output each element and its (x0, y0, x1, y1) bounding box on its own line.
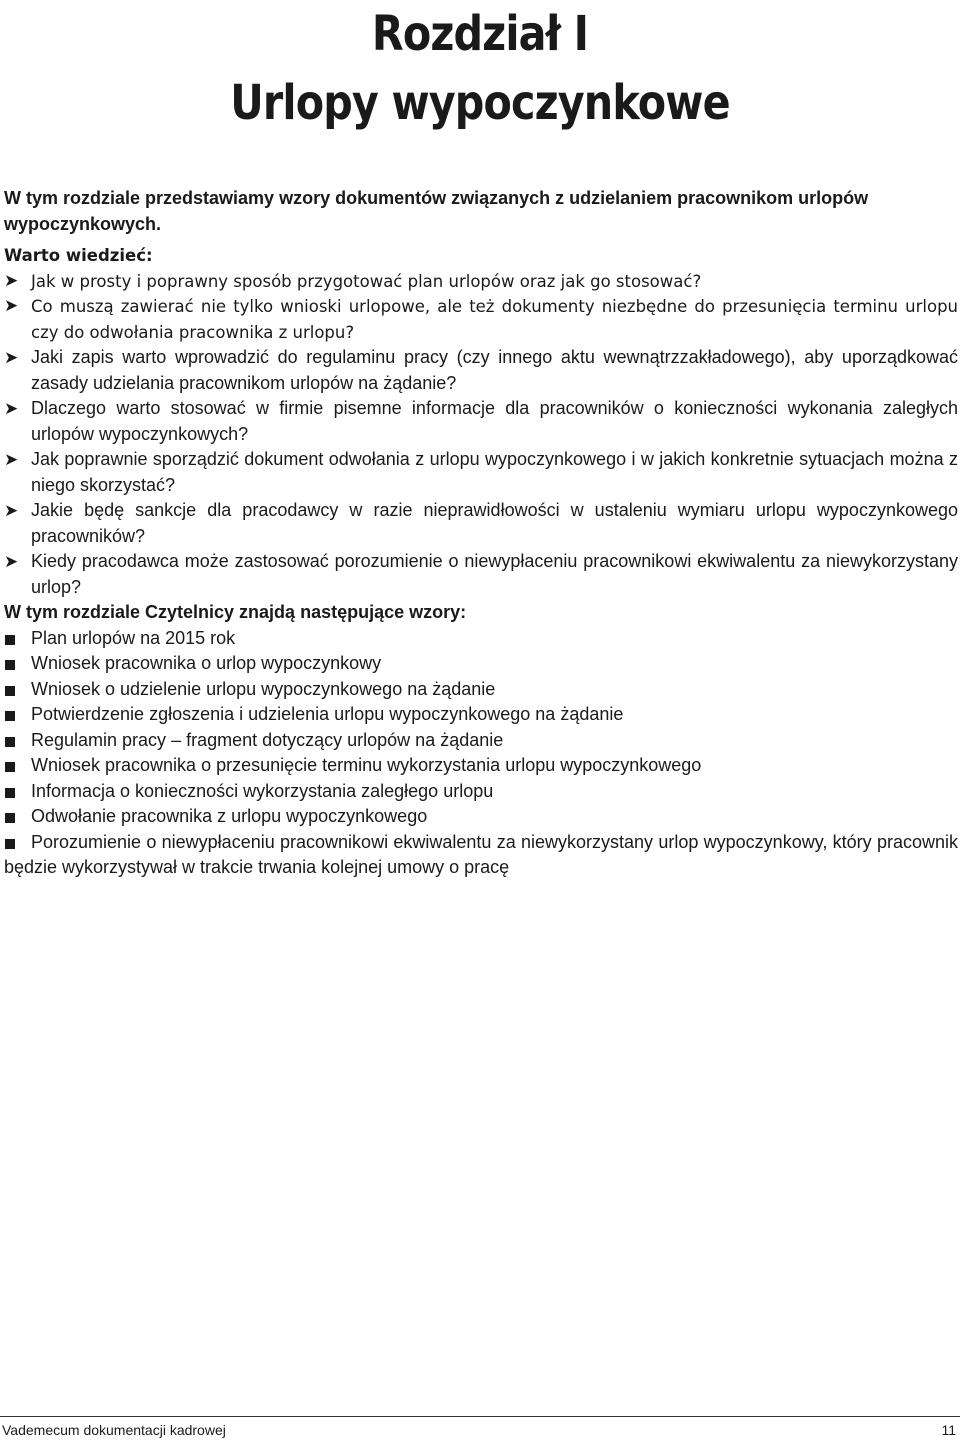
chapter-number: Rozdział I (371, 6, 589, 62)
list-item (4, 651, 958, 677)
list-item-text: Wniosek o udzielenie urlopu wypoczynkowego na żądanie (31, 678, 496, 699)
list-item-text: Informacja o konieczności wykorzystania zaległego urlopu (31, 780, 494, 801)
chapter-content (4, 186, 958, 881)
square-bullet-icon (5, 635, 15, 645)
square-bullet-icon (5, 686, 15, 696)
list-item-text: Odwołanie pracownika z urlopu wypoczynkowego (31, 806, 428, 826)
chapter-name: Urlopy wypoczynkowe (230, 75, 730, 131)
chapter-intro: W tym rozdziale przedstawiamy wzory dokumentów związanych z udzielaniem pracownikom urlopów wypoczynkowych. (4, 188, 869, 234)
list-item (4, 549, 958, 600)
list-item-text: Porozumienie o niewypłaceniu pracownikowi ekwiwalentu za niewykorzystany urlop wypoczynkowy, który pracownik będzie wykorzystywał w trakcie trwania kolejnej umowy o pracę (4, 831, 958, 877)
templates-list (4, 626, 958, 881)
square-bullet-icon (5, 788, 15, 798)
list-item-text: Wniosek pracownika o przesunięcie terminu wykorzystania urlopu wypoczynkowego (31, 755, 702, 775)
list-item (4, 345, 958, 396)
list-item-text: Wniosek pracownika o urlop wypoczynkowy (31, 653, 382, 673)
page-number: 11 (941, 1422, 956, 1438)
arrow-bullet-icon: ➤ (4, 296, 19, 316)
arrow-bullet-icon: ➤ (4, 270, 19, 291)
list-item (4, 447, 958, 498)
chapter-title (67, 0, 893, 138)
square-bullet-icon (5, 813, 15, 823)
arrow-bullet-icon: ➤ (4, 450, 19, 469)
list-item (4, 830, 958, 881)
worth-knowing-list (4, 269, 958, 601)
templates-heading: W tym rozdziale Czytelnicy znajdą następujące wzory: (4, 602, 467, 622)
list-item-text: Regulamin pracy – fragment dotyczący urlopów na żądanie (31, 729, 504, 750)
list-item (4, 728, 958, 754)
arrow-bullet-icon: ➤ (4, 399, 19, 418)
list-item-text: Co muszą zawierać nie tylko wnioski urlopowe, ale też dokumenty niezbędne do przesunięcia terminu urlopu czy do odwołania pracownika z urlopu? (31, 297, 958, 342)
list-item (4, 702, 958, 728)
list-item (4, 294, 958, 345)
list-item (4, 779, 958, 805)
publication-title: Vademecum dokumentacji kadrowej (2, 1422, 226, 1438)
list-item-text: Dlaczego warto stosować w firmie pisemne informacje dla pracowników o konieczności wykonania zaległych urlopów wypoczynkowych? (31, 398, 958, 444)
square-bullet-icon (5, 762, 15, 772)
square-bullet-icon (5, 711, 15, 721)
page-footer (0, 1416, 960, 1438)
list-item-text: Potwierdzenie zgłoszenia i udzielenia urlopu wypoczynkowego na żądanie (31, 704, 624, 724)
list-item-text: Kiedy pracodawca może zastosować porozumienie o niewypłaceniu pracownikowi ekwiwalentu za niewykorzystany urlop? (31, 551, 958, 597)
arrow-bullet-icon: ➤ (4, 348, 19, 367)
list-item (4, 677, 958, 703)
square-bullet-icon (5, 660, 15, 670)
list-item (4, 269, 958, 295)
list-item-text: Jaki zapis warto wprowadzić do regulaminu pracy (czy innego aktu wewnątrzzakładowego), aby uporządkować zasady udzielania pracownikom urlopów na żądanie? (31, 347, 958, 393)
list-item (4, 753, 958, 779)
arrow-bullet-icon: ➤ (4, 501, 19, 520)
list-item (4, 498, 958, 549)
worth-knowing-heading: Warto wiedzieć: (4, 246, 153, 265)
list-item (4, 396, 958, 447)
list-item-text: Plan urlopów na 2015 rok (31, 627, 236, 648)
list-item (4, 626, 958, 652)
square-bullet-icon (5, 737, 15, 747)
list-item (4, 804, 958, 830)
arrow-bullet-icon: ➤ (4, 552, 19, 571)
list-item-text: Jakie będę sankcje dla pracodawcy w razie nieprawidłowości w ustaleniu wymiaru urlopu wypoczynkowego pracowników? (31, 500, 958, 546)
square-bullet-icon (5, 839, 15, 849)
list-item-text: Jak poprawnie sporządzić dokument odwołania z urlopu wypoczynkowego i w jakich konkretnie sytuacjach można z niego skorzystać? (31, 449, 958, 495)
list-item-text: Jak w prosty i poprawny sposób przygotować plan urlopów oraz jak go stosować? (31, 271, 702, 291)
